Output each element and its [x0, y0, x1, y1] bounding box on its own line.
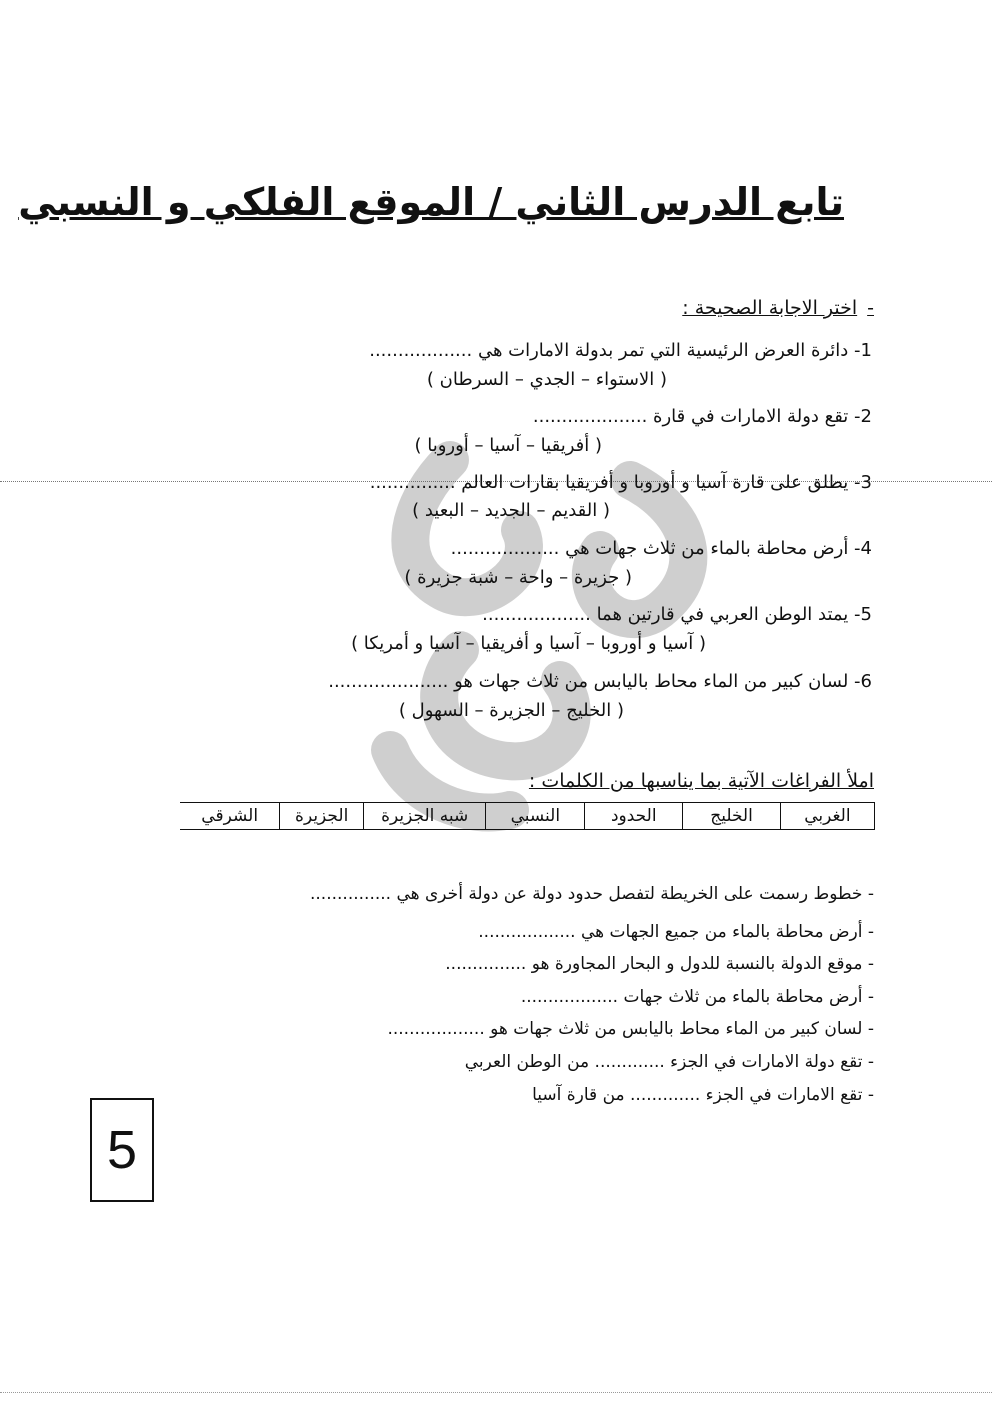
bullet: - [867, 1019, 874, 1039]
section1-heading [682, 297, 874, 319]
fill-item-6 [465, 1052, 874, 1072]
question-6-options: ( الخليج – الجزيرة – السهول ) [398, 700, 624, 721]
page-number-box [90, 1098, 154, 1202]
bullet: - [867, 954, 874, 974]
bullet: - [867, 1052, 874, 1072]
fill-item-2 [478, 922, 874, 942]
question-1: 1- دائرة العرض الرئيسية التي تمر بدولة الامارات هي .................. [369, 340, 872, 361]
fill-item-4 [521, 987, 874, 1007]
question-4-options: ( جزيرة – واحة – شبة جزيرة ) [404, 567, 632, 588]
fill-item-text: أرض محاطة بالماء من ثلاث جهات .................. [520, 987, 863, 1007]
bullet: - [867, 297, 874, 319]
fill-item-text: تقع الامارات في الجزء ............. من قارة آسيا [532, 1085, 863, 1105]
word-bank-cell: الخليج [683, 803, 780, 830]
question-4: 4- أرض محاطة بالماء من ثلاث جهات هي ................... [450, 538, 872, 559]
fill-item-text: تقع دولة الامارات في الجزء ............. من الوطن العربي [464, 1052, 863, 1072]
page-number: 5 [106, 1120, 138, 1180]
fill-item-3 [445, 954, 874, 974]
word-bank-cell: الشرقي [180, 803, 280, 830]
section1-heading-text: اختر الاجابة الصحيحة : [682, 297, 858, 319]
word-bank-cell: النسبي [486, 803, 585, 830]
word-bank-row [180, 803, 875, 830]
fill-item-text: أرض محاطة بالماء من جميع الجهات هي .................. [478, 922, 863, 942]
word-bank-cell: الجزيرة [280, 803, 364, 830]
question-5: 5- يمتد الوطن العربي في قارتين هما ................... [482, 604, 872, 625]
bullet: - [867, 987, 874, 1007]
section2-heading: املأ الفراغات الآتية بما يناسبها من الكلمات : [528, 770, 874, 792]
fill-item-5 [387, 1019, 874, 1039]
word-bank-table [180, 802, 875, 830]
fill-item-text: خطوط رسمت على الخريطة لتفصل حدود دولة عن دولة أخرى هي ............... [310, 884, 863, 904]
fill-item-text: لسان كبير من الماء محاط باليابس من ثلاث جهات هو .................. [387, 1019, 863, 1039]
question-2-options: ( أفريقيا – آسيا – أوروبا ) [414, 435, 602, 456]
word-bank-cell: الغربي [780, 803, 874, 830]
fill-item-text: موقع الدولة بالنسبة للدول و البحار المجاورة هو ............... [445, 954, 863, 974]
question-3-options: ( القديم – الجديد – البعيد ) [412, 500, 610, 521]
word-bank-cell: الحدود [585, 803, 683, 830]
bullet: - [867, 1085, 874, 1105]
question-2: 2- تقع دولة الامارات في قارة .................... [532, 406, 872, 427]
bullet: - [867, 922, 874, 942]
page-title: تابع الدرس الثاني / الموقع الفلكي و النسبي [18, 180, 844, 224]
fill-item-7 [532, 1085, 874, 1105]
question-5-options: ( آسيا و أوروبا – آسيا و أفريقيا – آسيا و أمريكا ) [351, 633, 706, 654]
question-6: 6- لسان كبير من الماء محاط باليابس من ثلاث جهات هو ..................... [328, 671, 872, 692]
scan-bottom-dotted-line [0, 1392, 992, 1393]
question-1-options: ( الاستواء – الجدي – السرطان ) [426, 369, 667, 390]
question-3: 3- يطلق على قارة آسيا و أوروبا و أفريقيا بقارات العالم ............... [369, 472, 872, 493]
fill-item-1 [310, 884, 874, 904]
word-bank-cell: شبه الجزيرة [363, 803, 485, 830]
bullet: - [867, 884, 874, 904]
